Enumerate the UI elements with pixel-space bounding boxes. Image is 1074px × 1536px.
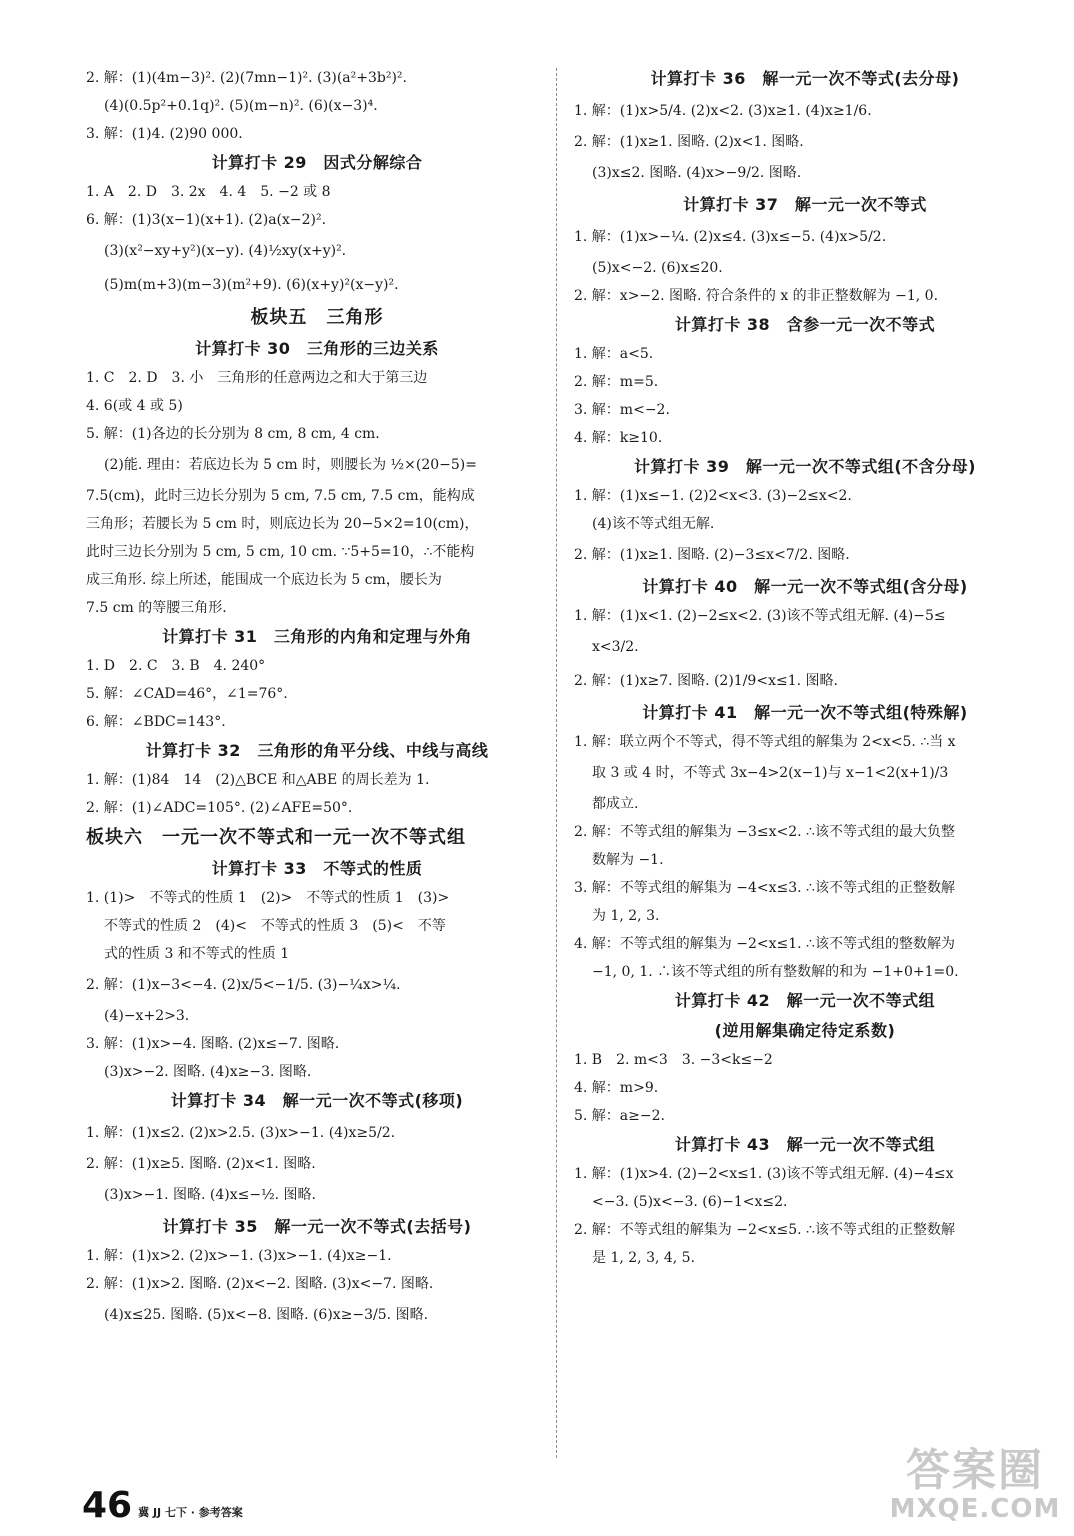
answer-line: 三角形；若腰长为 5 cm 时，则底边长为 20−5×2=10(cm)， — [86, 516, 479, 532]
answer-line: 1. (1)> 不等式的性质 1 (2)> 不等式的性质 1 (3)> — [86, 890, 450, 906]
answer-line: 2. 解：m=5. — [574, 374, 659, 390]
right-column — [574, 64, 1036, 1272]
answer-line: 数解为 −1. — [592, 852, 664, 868]
answer-line: 1. A 2. D 3. 2x 4. 4 5. −2 或 8 — [86, 184, 331, 200]
answer-line: (5)m(m+3)(m−3)(m²+9). (6)(x+y)²(x−y)². — [104, 277, 399, 293]
section-heading: 计算打卡 29 因式分解综合 — [211, 153, 423, 172]
section-heading: 计算打卡 38 含参一元一次不等式 — [674, 315, 936, 334]
answer-line: 2. 解：(1)x≥5. 图略. (2)x<1. 图略. — [86, 1156, 316, 1172]
answer-line: 2. 解：(1)x>2. 图略. (2)x<−2. 图略. (3)x<−7. 图略. — [86, 1276, 434, 1292]
answer-line: 1. 解：(1)x<1. (2)−2≤x<2. (3)该不等式组无解. (4)−5≤ — [574, 608, 946, 624]
answer-line: 成三角形. 综上所述，能围成一个底边长为 5 cm，腰长为 — [86, 572, 442, 588]
answer-line: −1, 0, 1. ∴该不等式组的所有整数解的和为 −1+0+1=0. — [592, 964, 959, 980]
answer-line: (4)x≤25. 图略. (5)x<−8. 图略. (6)x≥−3/5. 图略. — [104, 1307, 429, 1323]
answer-line: 2. 解：不等式组的解集为 −2<x≤5. ∴该不等式组的正整数解 — [574, 1222, 955, 1238]
answer-line: 4. 解：m>9. — [574, 1080, 659, 1096]
answer-line: 1. D 2. C 3. B 4. 240° — [86, 658, 266, 674]
page-number: 46 — [82, 1485, 133, 1526]
watermark-top: 答案圈 — [906, 1445, 1044, 1496]
section-heading: 计算打卡 43 解一元一次不等式组 — [674, 1135, 936, 1154]
answer-line: 2. 解：(1)∠ADC=105°. (2)∠AFE=50°. — [86, 800, 353, 816]
answer-line: 1. 解：联立两个不等式，得不等式组的解集为 2<x<5. ∴当 x — [574, 734, 956, 750]
answer-line: 都成立. — [592, 796, 639, 812]
answer-line: 3. 解：不等式组的解集为 −4<x≤3. ∴该不等式组的正整数解 — [574, 880, 955, 896]
answer-line: (3)x>−1. 图略. (4)x≤−½. 图略. — [104, 1187, 317, 1203]
answer-line: 是 1, 2, 3, 4, 5. — [592, 1250, 696, 1266]
section-heading: 计算打卡 40 解一元一次不等式组(含分母) — [642, 577, 968, 596]
section-heading: 计算打卡 30 三角形的三边关系 — [195, 339, 439, 358]
answer-line: (4)该不等式组无解. — [592, 516, 715, 532]
answer-line: 1. 解：a<5. — [574, 346, 654, 362]
section-heading: 计算打卡 39 解一元一次不等式组(不含分母) — [634, 457, 976, 476]
answer-line: 5. 解：∠CAD=46°，∠1=76°. — [86, 686, 288, 702]
answer-line: 2. 解：(1)x≥7. 图略. (2)1/9<x≤1. 图略. — [574, 673, 838, 689]
section-heading: 计算打卡 42 解一元一次不等式组 — [674, 991, 936, 1010]
answer-line: 1. 解：(1)84 14 (2)△BCE 和△ABE 的周长差为 1. — [86, 772, 430, 788]
answer-line: 1. 解：(1)x>−¼. (2)x≤4. (3)x≤−5. (4)x>5/2. — [574, 229, 887, 245]
answer-line: (2)能. 理由：若底边长为 5 cm 时，则腰长为 ½×(20−5)= — [104, 457, 477, 473]
answer-line: 1. 解：(1)x≤−1. (2)2<x<3. (3)−2≤x<2. — [574, 488, 852, 504]
section-heading: 计算打卡 36 解一元一次不等式(去分母) — [650, 69, 960, 88]
watermark-logo — [890, 1440, 1060, 1530]
answer-line: 4. 解：k≥10. — [574, 430, 663, 446]
answer-line: 不等式的性质 2 (4)< 不等式的性质 3 (5)< 不等 — [104, 918, 446, 934]
section-heading: 计算打卡 35 解一元一次不等式(去括号) — [162, 1217, 472, 1236]
section-heading: 计算打卡 41 解一元一次不等式组(特殊解) — [642, 703, 968, 722]
section-heading: 计算打卡 34 解一元一次不等式(移项) — [170, 1091, 464, 1110]
footer-label: 冀 JJ 七下 · 参考答案 — [138, 1506, 243, 1519]
answer-line: (4)(0.5p²+0.1q)². (5)(m−n)². (6)(x−3)⁴. — [104, 98, 378, 114]
answer-line: 1. 解：(1)x>2. (2)x>−1. (3)x>−1. (4)x≥−1. — [86, 1248, 392, 1264]
column-divider — [556, 68, 557, 1458]
answer-line: 3. 解：m<−2. — [574, 402, 670, 418]
answer-line: (5)x<−2. (6)x≤20. — [592, 260, 723, 276]
answer-line: 4. 解：不等式组的解集为 −2<x≤1. ∴该不等式组的整数解为 — [574, 936, 955, 952]
answer-line: (3)x≤2. 图略. (4)x>−9/2. 图略. — [592, 165, 802, 181]
answer-line: 2. 解：(1)x−3<−4. (2)x/5<−1/5. (3)−¼x>¼. — [86, 977, 401, 993]
answer-line: 1. 解：(1)x>5/4. (2)x<2. (3)x≥1. (4)x≥1/6. — [574, 103, 872, 119]
answer-line: 3. 解：(1)4. (2)90 000. — [86, 126, 243, 142]
answer-line: 1. 解：(1)x>4. (2)−2<x≤1. (3)该不等式组无解. (4)−4≤x — [574, 1166, 954, 1182]
answer-line: <−3. (5)x<−3. (6)−1<x≤2. — [592, 1194, 788, 1210]
answer-line: (4)−x+2>3. — [104, 1008, 190, 1024]
answer-line: 2. 解：(1)x≥1. 图略. (2)x<1. 图略. — [574, 134, 804, 150]
answer-line: 5. 解：a≥−2. — [574, 1108, 665, 1124]
section-heading: (逆用解集确定待定系数) — [714, 1021, 896, 1040]
answer-line: 7.5 cm 的等腰三角形. — [86, 600, 227, 616]
answer-line: 取 3 或 4 时，不等式 3x−4>2(x−1)与 x−1<2(x+1)/3 — [592, 765, 949, 781]
answer-line: (3)(x²−xy+y²)(x−y). (4)½xy(x+y)². — [104, 243, 347, 259]
answer-line: 式的性质 3 和不等式的性质 1 — [104, 946, 290, 962]
answer-line: 5. 解：(1)各边的长分别为 8 cm, 8 cm, 4 cm. — [86, 426, 380, 442]
answer-line: x<3/2. — [592, 639, 639, 655]
section-heading: 计算打卡 31 三角形的内角和定理与外角 — [162, 627, 472, 646]
answer-line: (3)x>−2. 图略. (4)x≥−3. 图略. — [104, 1064, 312, 1080]
answer-line: 2. 解：x>−2. 图略. 符合条件的 x 的非正整数解为 −1, 0. — [574, 288, 939, 304]
answer-line: 1. B 2. m<3 3. −3<k≤−2 — [574, 1052, 773, 1068]
answer-line: 4. 6(或 4 或 5) — [86, 398, 183, 414]
answer-line: 2. 解：(1)x≥1. 图略. (2)−3≤x<7/2. 图略. — [574, 547, 850, 563]
block-title: 板块六 一元一次不等式和一元一次不等式组 — [86, 827, 466, 848]
answer-line: 2. 解：不等式组的解集为 −3≤x<2. ∴该不等式组的最大负整 — [574, 824, 955, 840]
answer-line: 7.5(cm)，此时三边长分别为 5 cm, 7.5 cm, 7.5 cm，能构成 — [86, 488, 475, 504]
answer-line: 为 1, 2, 3. — [592, 908, 660, 924]
watermark-bottom: MXQE.COM — [889, 1494, 1061, 1524]
answer-line: 6. 解：(1)3(x−1)(x+1). (2)a(x−2)². — [86, 212, 327, 228]
page-footer — [82, 1480, 243, 1524]
answer-line: 3. 解：(1)x>−4. 图略. (2)x≤−7. 图略. — [86, 1036, 340, 1052]
section-heading: 计算打卡 33 不等式的性质 — [211, 859, 423, 878]
block-title: 板块五 三角形 — [250, 307, 384, 328]
answer-line: 1. C 2. D 3. 小 三角形的任意两边之和大于第三边 — [86, 370, 428, 386]
answer-line: 2. 解：(1)(4m−3)². (2)(7mn−1)². (3)(a²+3b²)². — [86, 70, 407, 86]
left-column — [86, 64, 548, 1332]
answer-line: 1. 解：(1)x≤2. (2)x>2.5. (3)x>−1. (4)x≥5/2. — [86, 1125, 396, 1141]
section-heading: 计算打卡 32 三角形的角平分线、中线与高线 — [145, 741, 489, 760]
answer-line: 此时三边长分别为 5 cm, 5 cm, 10 cm. ∵5+5=10，∴不能构 — [86, 544, 475, 560]
answer-line: 6. 解：∠BDC=143°. — [86, 714, 226, 730]
section-heading: 计算打卡 37 解一元一次不等式 — [683, 195, 927, 214]
